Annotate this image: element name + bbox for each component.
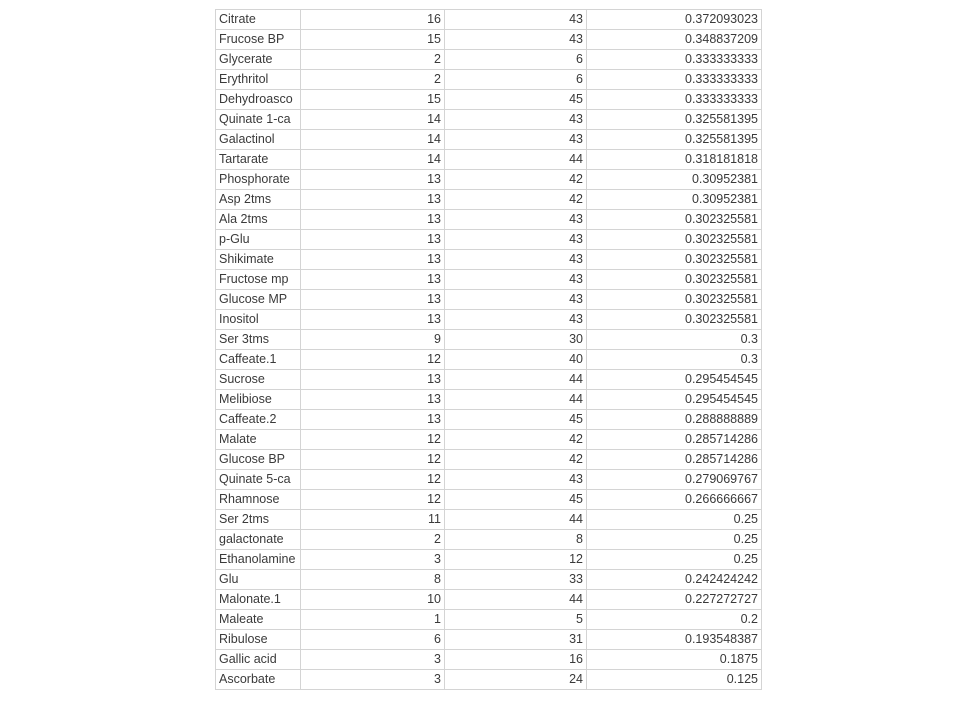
metabolite-name-cell[interactable]: Inositol (216, 310, 301, 330)
metabolite-name-cell[interactable]: Maleate (216, 610, 301, 630)
count-cell[interactable]: 13 (301, 310, 445, 330)
metabolite-name-cell[interactable]: Ser 3tms (216, 330, 301, 350)
total-cell[interactable]: 43 (445, 230, 587, 250)
ratio-cell[interactable]: 0.318181818 (587, 150, 762, 170)
total-cell[interactable]: 24 (445, 670, 587, 690)
metabolite-name-cell[interactable]: Malate (216, 430, 301, 450)
count-cell[interactable]: 13 (301, 210, 445, 230)
ratio-cell[interactable]: 0.279069767 (587, 470, 762, 490)
count-cell[interactable]: 12 (301, 450, 445, 470)
ratio-cell[interactable]: 0.295454545 (587, 390, 762, 410)
table-row (216, 570, 762, 590)
metabolite-name-cell[interactable]: Glycerate (216, 50, 301, 70)
ratio-cell[interactable]: 0.25 (587, 530, 762, 550)
total-cell[interactable]: 45 (445, 90, 587, 110)
metabolite-name-cell[interactable]: Fructose mp (216, 270, 301, 290)
metabolite-name-cell[interactable]: p-Glu (216, 230, 301, 250)
total-cell[interactable]: 43 (445, 210, 587, 230)
ratio-cell[interactable]: 0.302325581 (587, 210, 762, 230)
metabolite-name-cell[interactable]: Caffeate.1 (216, 350, 301, 370)
table-row (216, 510, 762, 530)
count-cell[interactable]: 14 (301, 150, 445, 170)
table-row (216, 110, 762, 130)
total-cell[interactable]: 31 (445, 630, 587, 650)
ratio-cell[interactable]: 0.25 (587, 510, 762, 530)
metabolite-name-cell[interactable]: Melibiose (216, 390, 301, 410)
total-cell[interactable]: 44 (445, 590, 587, 610)
total-cell[interactable]: 44 (445, 510, 587, 530)
table-row (216, 530, 762, 550)
metabolite-name-cell[interactable]: Tartarate (216, 150, 301, 170)
ratio-cell[interactable]: 0.3 (587, 330, 762, 350)
metabolite-name-cell[interactable]: Ser 2tms (216, 510, 301, 530)
total-cell[interactable]: 33 (445, 570, 587, 590)
ratio-cell[interactable]: 0.242424242 (587, 570, 762, 590)
ratio-cell[interactable]: 0.325581395 (587, 130, 762, 150)
metabolite-name-cell[interactable]: Glucose BP (216, 450, 301, 470)
metabolite-name-cell[interactable]: Frucose BP (216, 30, 301, 50)
table-row (216, 210, 762, 230)
count-cell[interactable]: 2 (301, 530, 445, 550)
table-row (216, 70, 762, 90)
ratio-cell[interactable]: 0.302325581 (587, 290, 762, 310)
ratio-cell[interactable]: 0.3 (587, 350, 762, 370)
ratio-cell[interactable]: 0.2 (587, 610, 762, 630)
metabolite-name-cell[interactable]: Sucrose (216, 370, 301, 390)
count-cell[interactable]: 13 (301, 270, 445, 290)
table-row (216, 370, 762, 390)
metabolite-name-cell[interactable]: galactonate (216, 530, 301, 550)
total-cell[interactable]: 42 (445, 450, 587, 470)
count-cell[interactable]: 13 (301, 370, 445, 390)
ratio-cell[interactable]: 0.285714286 (587, 430, 762, 450)
ratio-cell[interactable]: 0.285714286 (587, 450, 762, 470)
count-cell[interactable]: 13 (301, 390, 445, 410)
table-row (216, 610, 762, 630)
total-cell[interactable]: 43 (445, 290, 587, 310)
metabolite-name-cell[interactable]: Phosphorate (216, 170, 301, 190)
count-cell[interactable]: 10 (301, 590, 445, 610)
total-cell[interactable]: 45 (445, 490, 587, 510)
ratio-cell[interactable]: 0.333333333 (587, 50, 762, 70)
total-cell[interactable]: 44 (445, 370, 587, 390)
ratio-cell[interactable]: 0.30952381 (587, 190, 762, 210)
ratio-cell[interactable]: 0.1875 (587, 650, 762, 670)
total-cell[interactable]: 8 (445, 530, 587, 550)
ratio-cell[interactable]: 0.288888889 (587, 410, 762, 430)
table-row (216, 350, 762, 370)
table-row (216, 630, 762, 650)
metabolite-name-cell[interactable]: Ascorbate (216, 670, 301, 690)
table-row (216, 550, 762, 570)
metabolite-name-cell[interactable]: Gallic acid (216, 650, 301, 670)
table-row (216, 270, 762, 290)
metabolite-name-cell[interactable]: Malonate.1 (216, 590, 301, 610)
table-row (216, 590, 762, 610)
total-cell[interactable]: 5 (445, 610, 587, 630)
count-cell[interactable]: 15 (301, 30, 445, 50)
ratio-cell[interactable]: 0.302325581 (587, 310, 762, 330)
metabolite-name-cell[interactable]: Ala 2tms (216, 210, 301, 230)
count-cell[interactable]: 12 (301, 470, 445, 490)
count-cell[interactable]: 3 (301, 650, 445, 670)
count-cell[interactable]: 11 (301, 510, 445, 530)
table-row (216, 90, 762, 110)
metabolite-name-cell[interactable]: Glucose MP (216, 290, 301, 310)
count-cell[interactable]: 13 (301, 190, 445, 210)
metabolite-name-cell[interactable]: Quinate 5-ca (216, 470, 301, 490)
total-cell[interactable]: 43 (445, 470, 587, 490)
total-cell[interactable]: 43 (445, 270, 587, 290)
ratio-cell[interactable]: 0.302325581 (587, 230, 762, 250)
total-cell[interactable]: 42 (445, 190, 587, 210)
ratio-cell[interactable]: 0.325581395 (587, 110, 762, 130)
ratio-cell[interactable]: 0.193548387 (587, 630, 762, 650)
total-cell[interactable]: 43 (445, 10, 587, 30)
total-cell[interactable]: 16 (445, 650, 587, 670)
total-cell[interactable]: 43 (445, 310, 587, 330)
metabolite-name-cell[interactable]: Ribulose (216, 630, 301, 650)
count-cell[interactable]: 8 (301, 570, 445, 590)
ratio-cell[interactable]: 0.302325581 (587, 270, 762, 290)
total-cell[interactable]: 30 (445, 330, 587, 350)
table-row (216, 310, 762, 330)
metabolite-name-cell[interactable]: Glu (216, 570, 301, 590)
total-cell[interactable]: 43 (445, 110, 587, 130)
total-cell[interactable]: 42 (445, 170, 587, 190)
metabolite-name-cell[interactable]: Citrate (216, 10, 301, 30)
total-cell[interactable]: 44 (445, 390, 587, 410)
count-cell[interactable]: 13 (301, 410, 445, 430)
spreadsheet-table (215, 9, 762, 690)
table-row (216, 390, 762, 410)
ratio-cell[interactable]: 0.295454545 (587, 370, 762, 390)
metabolite-name-cell[interactable]: Asp 2tms (216, 190, 301, 210)
total-cell[interactable]: 42 (445, 430, 587, 450)
count-cell[interactable]: 14 (301, 130, 445, 150)
metabolite-name-cell[interactable]: Quinate 1-ca (216, 110, 301, 130)
ratio-cell[interactable]: 0.266666667 (587, 490, 762, 510)
total-cell[interactable]: 44 (445, 150, 587, 170)
table-row (216, 330, 762, 350)
table-row (216, 410, 762, 430)
table-row (216, 650, 762, 670)
metabolite-name-cell[interactable]: Dehydroasco (216, 90, 301, 110)
total-cell[interactable]: 6 (445, 70, 587, 90)
count-cell[interactable]: 9 (301, 330, 445, 350)
total-cell[interactable]: 43 (445, 130, 587, 150)
count-cell[interactable]: 2 (301, 50, 445, 70)
count-cell[interactable]: 12 (301, 490, 445, 510)
table-row (216, 450, 762, 470)
count-cell[interactable]: 12 (301, 350, 445, 370)
table-row (216, 50, 762, 70)
table-row (216, 130, 762, 150)
count-cell[interactable]: 13 (301, 230, 445, 250)
total-cell[interactable]: 43 (445, 250, 587, 270)
ratio-cell[interactable]: 0.302325581 (587, 250, 762, 270)
ratio-cell[interactable]: 0.125 (587, 670, 762, 690)
count-cell[interactable]: 12 (301, 430, 445, 450)
metabolite-name-cell[interactable]: Erythritol (216, 70, 301, 90)
ratio-cell[interactable]: 0.372093023 (587, 10, 762, 30)
table-row (216, 30, 762, 50)
count-cell[interactable]: 16 (301, 10, 445, 30)
count-cell[interactable]: 13 (301, 170, 445, 190)
table-row (216, 670, 762, 690)
count-cell[interactable]: 15 (301, 90, 445, 110)
table-row (216, 10, 762, 30)
ratio-cell[interactable]: 0.333333333 (587, 90, 762, 110)
total-cell[interactable]: 40 (445, 350, 587, 370)
metabolite-name-cell[interactable]: Galactinol (216, 130, 301, 150)
ratio-cell[interactable]: 0.25 (587, 550, 762, 570)
table-row (216, 170, 762, 190)
count-cell[interactable]: 6 (301, 630, 445, 650)
table-row (216, 150, 762, 170)
table-row (216, 250, 762, 270)
count-cell[interactable]: 13 (301, 290, 445, 310)
table-row (216, 290, 762, 310)
count-cell[interactable]: 14 (301, 110, 445, 130)
table-row (216, 490, 762, 510)
metabolite-name-cell[interactable]: Ethanolamine (216, 550, 301, 570)
ratio-cell[interactable]: 0.348837209 (587, 30, 762, 50)
count-cell[interactable]: 2 (301, 70, 445, 90)
total-cell[interactable]: 6 (445, 50, 587, 70)
table-row (216, 470, 762, 490)
table-row (216, 190, 762, 210)
total-cell[interactable]: 45 (445, 410, 587, 430)
metabolite-name-cell[interactable]: Shikimate (216, 250, 301, 270)
ratio-cell[interactable]: 0.30952381 (587, 170, 762, 190)
metabolite-name-cell[interactable]: Rhamnose (216, 490, 301, 510)
table-row (216, 430, 762, 450)
metabolite-name-cell[interactable]: Caffeate.2 (216, 410, 301, 430)
table-row (216, 230, 762, 250)
ratio-cell[interactable]: 0.333333333 (587, 70, 762, 90)
ratio-cell[interactable]: 0.227272727 (587, 590, 762, 610)
count-cell[interactable]: 3 (301, 670, 445, 690)
count-cell[interactable]: 3 (301, 550, 445, 570)
count-cell[interactable]: 13 (301, 250, 445, 270)
total-cell[interactable]: 43 (445, 30, 587, 50)
total-cell[interactable]: 12 (445, 550, 587, 570)
table-body (216, 10, 762, 690)
count-cell[interactable]: 1 (301, 610, 445, 630)
